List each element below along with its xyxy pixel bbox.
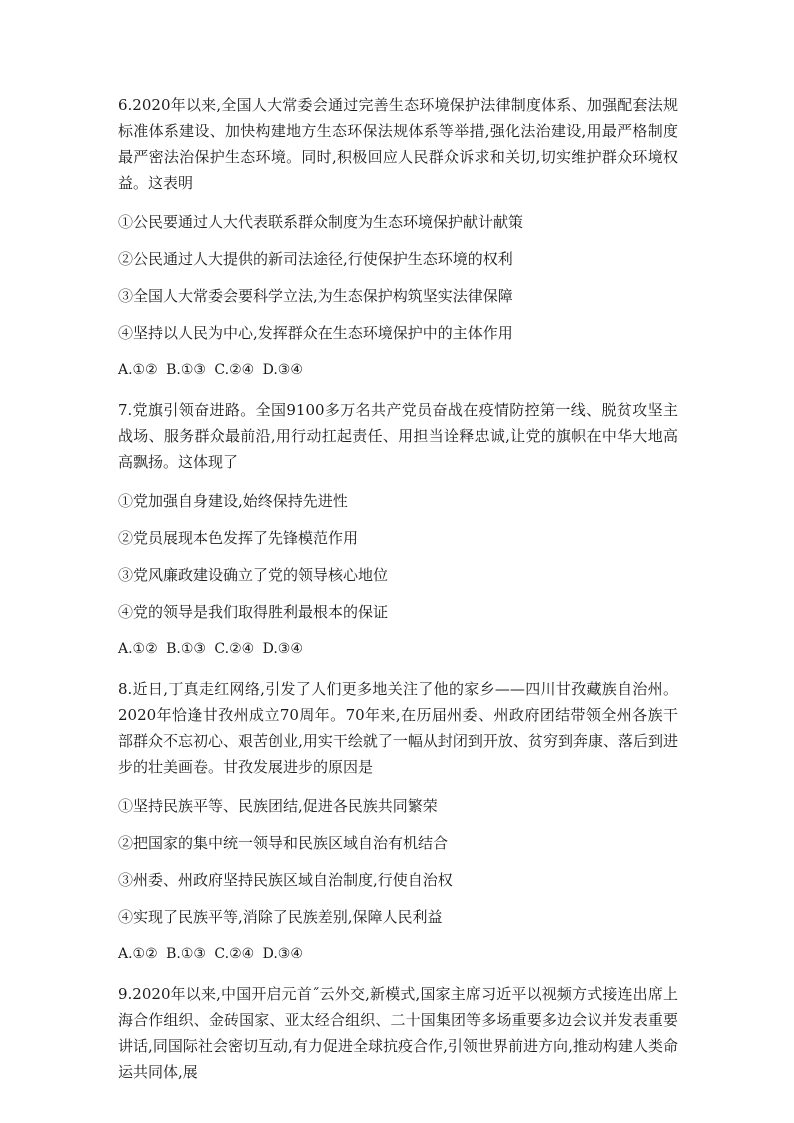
option-1: ①坚持民族平等、民族团结,促进各民族共同繁荣 <box>118 797 438 815</box>
answer-choices: A.①② B.①③ C.②④ D.③④ <box>118 946 303 962</box>
question-stem: 6.2020年以来,全国人大常委会通过完善生态环境保护法律制度体系、加强配套法规标准体系建设、加快构建地方生态环保法规体系等举措,强化法治建设,用最严格制度最严密法治保护生态环境。同时,积极回应人民群众诉求和关切,切实维护群众环境权益。这表明 <box>118 96 678 192</box>
question-6 <box>118 92 678 381</box>
option-2: ②把国家的集中统一领导和民族区域自治有机结合 <box>118 834 449 852</box>
option-3: ③全国人大常委会要科学立法,为生态保护构筑坚实法律保障 <box>118 287 513 305</box>
option-1: ①公民要通过人大代表联系群众制度为生态环境保护献计献策 <box>118 213 524 231</box>
option-4: ④坚持以人民为中心,发挥群众在生态环境保护中的主体作用 <box>118 324 513 342</box>
answer-choices: A.①② B.①③ C.②④ D.③④ <box>118 641 303 657</box>
question-stem: 9.2020年以来,中国开启元首˝云外交,新模式,国家主席习近平以视频方式接连出席上海合作组织、金砖国家、亚太经合组织、二十国集团等多场重要多边会议并发表重要讲话,同国际社会密切互动,有力促进全球抗疫合作,引领世界前进方向,推动构建人类命运共同体,展 <box>118 985 678 1081</box>
question-9 <box>118 981 678 1085</box>
question-8 <box>118 676 678 965</box>
option-4: ④实现了民族平等,消除了民族差别,保障人民利益 <box>118 908 443 926</box>
option-3: ③州委、州政府坚持民族区域自治制度,行使自治权 <box>118 871 453 889</box>
option-3: ③党风廉政建设确立了党的领导核心地位 <box>118 566 389 584</box>
option-2: ②党员展现本色发挥了先锋模范作用 <box>118 529 359 547</box>
question-stem: 7.党旗引领奋进路。全国9100多万名共产党员奋战在疫情防控第一线、脱贫攻坚主战场、服务群众最前沿,用行动扛起责任、用担当诠释忠诚,让党的旗帜在中华大地高高飘扬。这体现了 <box>118 401 678 471</box>
option-2: ②公民通过人大提供的新司法途径,行使保护生态环境的权利 <box>118 250 513 268</box>
option-4: ④党的领导是我们取得胜利最根本的保证 <box>118 603 389 621</box>
question-7 <box>118 397 678 660</box>
question-stem: 8.近日,丁真走红网络,引发了人们更多地关注了他的家乡——四川甘孜藏族自治州。2020年恰逢甘孜州成立70周年。70年来,在历届州委、州政府团结带领全州各族干部群众不忘初心、艰苦创业,用实干绘就了一幅从封闭到开放、贫穷到奔康、落后到进步的壮美画卷。甘孜发展进步的原因是 <box>118 680 678 776</box>
option-1: ①党加强自身建设,始终保持先进性 <box>118 492 348 510</box>
exam-page <box>118 92 678 1085</box>
answer-choices: A.①② B.①③ C.②④ D.③④ <box>118 362 303 378</box>
